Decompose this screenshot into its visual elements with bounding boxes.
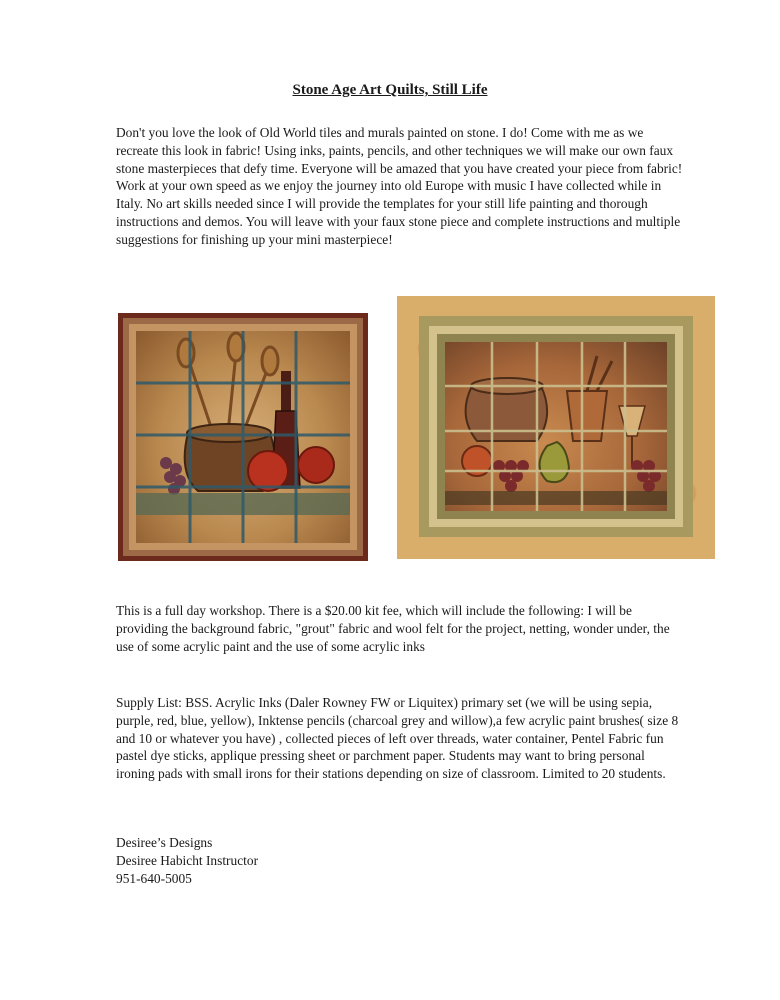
business-name: Desiree’s Designs: [116, 835, 213, 850]
quilt-photo-still-life-apples: [118, 313, 368, 561]
contact-block: [116, 834, 686, 887]
intro-paragraph: Don't you love the look of Old World tiles and murals painted on stone. I do! Come with me as we recreate this look in fabric! Using inks, paints, pencils, and other techniques we will make our own faux stone masterpieces that defy time. Everyone will be amazed that you have created your piece from fabric! Work at your own speed as we enjoy the journey into old Europe with music I have collected while in Italy. No art skills needed since I will provide the templates for your still life painting and thorough instructions and demos. You will leave with your faux stone piece and complete instructions and multiple suggestions for finishing up your mini masterpiece!: [116, 125, 683, 247]
workshop-details-paragraph: This is a full day workshop. There is a $20.00 kit fee, which will include the following: I will be providing the background fabric, "grout" fabric and wool felt for the project, netting, wonder under, the use of some acrylic paint and the use of some acrylic inks: [116, 603, 670, 654]
supply-list-paragraph: Supply List: BSS. Acrylic Inks (Daler Rowney FW or Liquitex) primary set (we will be using sepia, purple, red, blue, yellow), Inktense pencils (charcoal grey and willow),a few acrylic paint brushes( size 8 and 10 or whatever you have) , collected pieces of left over threads, water container, Pentel Fabric fun pastel dye sticks, applique pressing sheet or parchment paper. Students may want to bring personal ironing pads with small irons for their stations depending on size of classroom. Limited to 20 students.: [116, 695, 679, 782]
page-title: Stone Age Art Quilts, Still Life: [292, 82, 488, 98]
instructor-name: Desiree Habicht Instructor: [116, 852, 259, 868]
phone-number: 951-640-5005: [116, 870, 192, 886]
quilt-photo-still-life-urns: [397, 296, 715, 559]
